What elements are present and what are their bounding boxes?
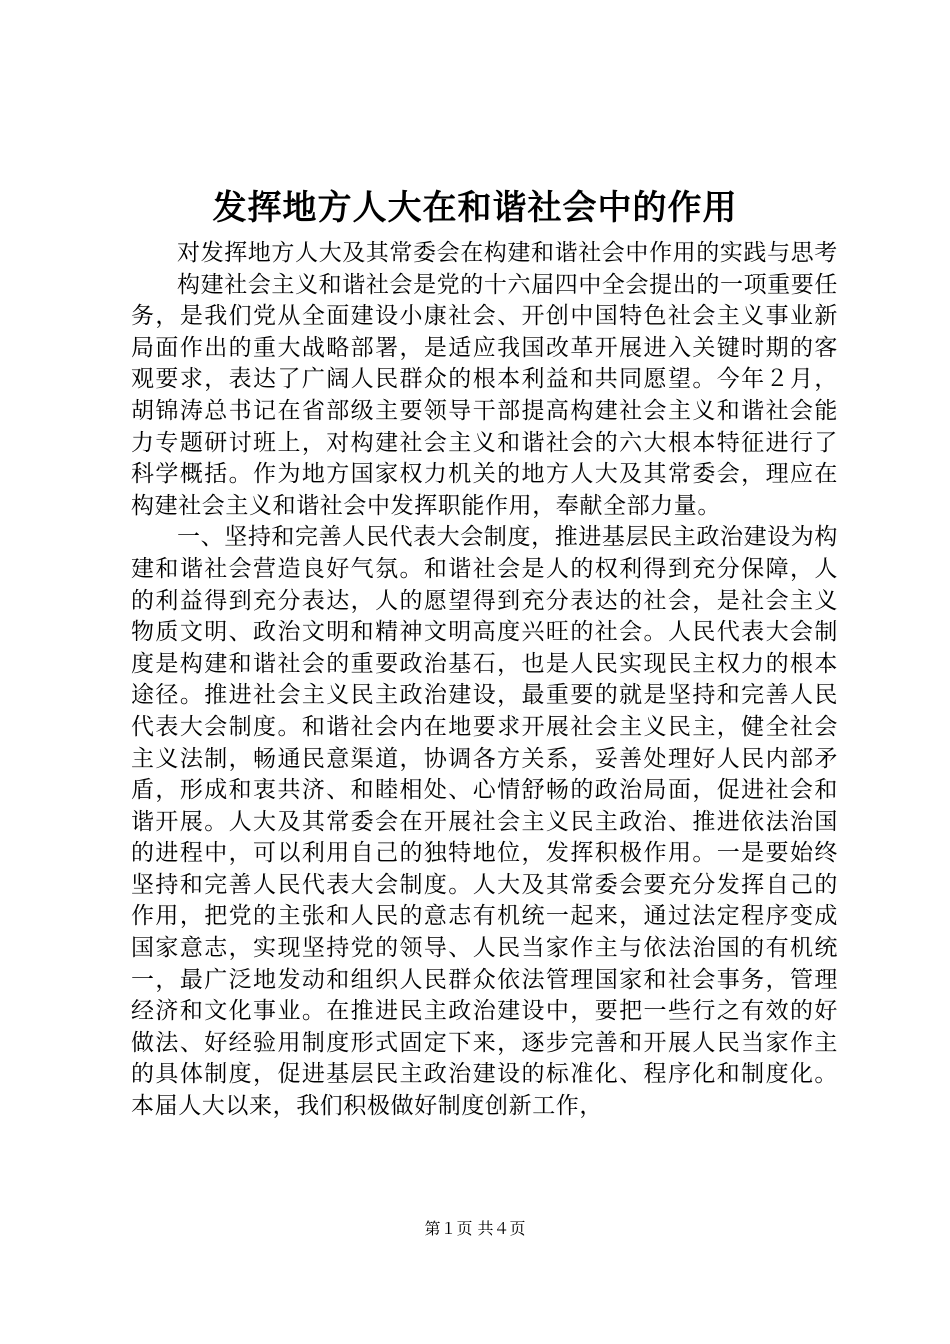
page-footer: 第１页 共４页	[424, 1219, 526, 1238]
paragraph-intro: 构建社会主义和谐社会是党的十六届四中全会提出的一项重要任务，是我们党从全面建设小康社会、开创中国特色社会主义事业新局面作出的重大战略部署，是适应我国改革开展进入关键时期的客观要求，表达了广阔人民群众的根本利益和共同愿望。今年２月，胡锦涛总书记在省部级主要领导干部提高构建社会主义和谐社会能力专题研讨班上，对构建社会主义和谐社会的六大根本特征进行了科学概括。作为地方国家权力机关的地方人大及其常委会，理应在构建社会主义和谐社会中发挥职能作用，奉献全部力量。	[131, 271, 838, 519]
paragraph-section-one: 一、坚持和完善人民代表大会制度，推进基层民主政治建设为构建和谐社会营造良好气氛。和谐社会是人的权利得到充分保障，人的利益得到充分表达，人的愿望得到充分表达的社会，是社会主义物质文明、政治文明和精神文明高度兴旺的社会。人民代表大会制度是构建和谐社会的重要政治基石，也是人民实现民主权力的根本途径。推进社会主义民主政治建设，最重要的就是坚持和完善人民代表大会制度。和谐社会内在地要求开展社会主义民主，健全社会主义法制，畅通民意渠道，协调各方关系，妥善处理好人民内部矛盾，形成和衷共济、和睦相处、心情舒畅的政治局面，促进社会和谐开展。人大及其常委会在开展社会主义民主政治、推进依法治国的进程中，可以利用自己的独特地位，发挥积极作用。一是要始终坚持和完善人民代表大会制度。人大及其常委会要充分发挥自己的作用，把党的主张和人民的意志有机统一起来，通过法定程序变成国家意志，实现坚持党的领导、人民当家作主与依法治国的有机统一，最广泛地发动和组织人民群众依法管理国家和社会事务，管理经济和文化事业。在推进民主政治建设中，要把一些行之有效的好做法、好经验用制度形式固定下来，逐步完善和开展人民当家作主的具体制度，促进基层民主政治建设的标准化、程序化和制度化。本届人大以来，我们积极做好制度创新工作，	[131, 524, 838, 1120]
document-title: 发挥地方人大在和谐社会中的作用	[212, 188, 738, 228]
paragraph-subtitle: 对发挥地方人大及其常委会在构建和谐社会中作用的实践与思考	[177, 240, 838, 266]
document-body	[131, 238, 838, 1123]
